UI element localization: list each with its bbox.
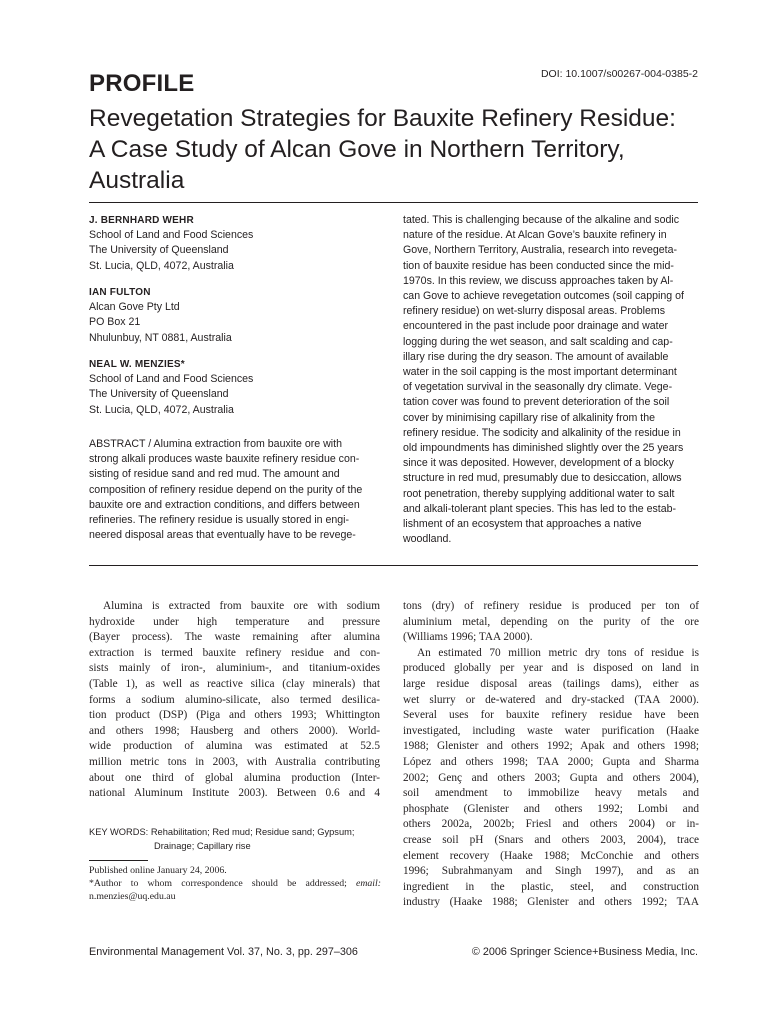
- text-line: aluminium metal, depending on the purity of the ore: [403, 615, 699, 628]
- author-affiliation: [89, 372, 379, 418]
- keywords-label: KEY WORDS:: [89, 827, 149, 837]
- author-name: J. BERNHARD WEHR: [89, 215, 194, 226]
- author-block: [89, 285, 379, 346]
- text-line: ABSTRACT / Alumina extraction from bauxite ore with: [89, 438, 342, 450]
- text-line: produced globally per year and is disposed on land in: [403, 662, 699, 675]
- text-line: industry (Haake 1988; Glenister and others 1992; TAA: [403, 896, 699, 909]
- text-line: and alkali-tolerant plant species. This has led to the estab-: [403, 502, 677, 515]
- text-line: (Bayer process). The waste remaining after alumina: [89, 631, 380, 644]
- text-line: hydroxide under high temperature and pressure: [89, 615, 380, 628]
- title-line: A Case Study of Alcan Gove in Northern Territory,: [89, 136, 625, 163]
- abstract-right: [403, 213, 699, 547]
- footnote-rule: [89, 860, 148, 861]
- text-line: others 2002a, 2002b; Friesl and others 2004) or in-: [403, 818, 699, 831]
- text-line: woodland.: [403, 533, 452, 546]
- email-label: email:: [355, 878, 382, 889]
- text-line: tons (dry) of refinery residue is produced per ton of: [403, 600, 699, 612]
- article-title: [89, 103, 729, 196]
- text-line: root penetration, thereby supplying additional water to salt: [403, 487, 675, 500]
- text-line: tion of bauxite residue has been conducted since the mid-: [403, 259, 674, 272]
- text-line: 1988; Glenister and others 1992; Apak and others 1998;: [403, 740, 699, 753]
- text-line: neered disposal areas that eventually have to be revege-: [89, 529, 356, 542]
- text-line: logging during the wet season, and salt scalding and cap-: [403, 335, 673, 348]
- text-line: nature of the residue. At Alcan Gove’s bauxite refinery in: [403, 229, 667, 242]
- text-line: tated. This is challenging because of the alkaline and sodic: [403, 214, 680, 226]
- text-line: old impoundments has diminished slightly over the 25 years: [403, 442, 684, 455]
- text-line: structure in red mud, presumably due to desiccation, allows: [403, 472, 682, 485]
- text-line: soil amendment to immobilize heavy metals and: [403, 787, 699, 800]
- email-link[interactable]: n.menzies@uq.edu.au: [89, 891, 176, 902]
- text-line: composition of refinery residue depend on the purity of the: [89, 483, 363, 496]
- keywords-line: Drainage; Capillary rise: [154, 841, 251, 851]
- abstract-rule: [89, 565, 698, 566]
- author-affiliation: [89, 228, 379, 274]
- text-line: large residue disposal areas (tailings dams), either as: [403, 677, 699, 690]
- text-line: can Gove to achieve revegetation outcomes (soil capping of: [403, 290, 684, 303]
- top-rule: [89, 202, 698, 203]
- text-line: tation cover was found to prevent deterioration of the soil: [403, 396, 670, 409]
- text-line: bauxite ore and extraction conditions, and differs between: [89, 498, 360, 511]
- text-line: Several uses for bauxite refinery residue have been: [403, 709, 699, 722]
- text-line: sists mainly of iron-, aluminium-, and titanium-oxides: [89, 662, 380, 675]
- text-line: about one third of global alumina production (Inter-: [89, 771, 380, 784]
- body-text-right: [403, 599, 699, 911]
- author-affiliation: [89, 300, 379, 346]
- affiliation-line: St. Lucia, QLD, 4072, Australia: [89, 259, 234, 272]
- text-line: ingredient in the plastic, steel, and construction: [403, 880, 699, 893]
- body-text-left: [89, 599, 380, 802]
- text-line: An estimated 70 million metric dry tons of residue is: [417, 646, 699, 659]
- text-line: (Williams 1996; TAA 2000).: [403, 631, 533, 644]
- affiliation-line: School of Land and Food Sciences: [89, 229, 254, 242]
- affiliation-line: Nhulunbuy, NT 0881, Australia: [89, 331, 232, 344]
- footnote: [89, 864, 381, 903]
- text-line: refinery residue) on wet-slurry disposal areas. Problems: [403, 305, 666, 318]
- text-line: 1996; Subrahmanyam and Singh 1997), and as an: [403, 865, 699, 878]
- text-line: since it was deposited. However, development of a blocky: [403, 457, 674, 470]
- text-line: water in the soil capping is the most important determinant: [403, 366, 677, 379]
- abstract-left: [89, 437, 380, 543]
- text-line: refinery residue. The sodicity and alkalinity of the residue in: [403, 426, 681, 439]
- author-block: [89, 357, 379, 418]
- text-line: forms a sodium alumino-silicate, also termed desilica-: [89, 693, 380, 706]
- title-line: Australia: [89, 167, 185, 194]
- text-line: 1970s. In this review, we discuss approaches taken by Al-: [403, 274, 674, 287]
- author-name: NEAL W. MENZIES*: [89, 359, 185, 370]
- section-label: PROFILE: [89, 70, 195, 97]
- published-date: Published online January 24, 2006.: [89, 865, 227, 876]
- text-line: of vegetation survival in the seasonally dry climate. Vege-: [403, 381, 673, 394]
- affiliation-line: The University of Queensland: [89, 244, 229, 257]
- text-line: encountered in the past include poor drainage and water: [403, 320, 669, 333]
- text-line: (Table 1), as well as reactive silica (clay minerals) that: [89, 677, 380, 690]
- text-line: crease soil pH (Snars and others 2003, 2004), trace: [403, 833, 699, 846]
- text-line: López and others 1998; TAA 2000; Gupta and Sharma: [403, 755, 699, 768]
- author-block: [89, 213, 379, 274]
- text-line: illary rise during the dry season. The amount of available: [403, 350, 669, 363]
- text-line: investigated, including waste water purification (Haake: [403, 724, 699, 737]
- affiliation-line: School of Land and Food Sciences: [89, 373, 254, 386]
- affiliation-line: The University of Queensland: [89, 388, 229, 401]
- text-line: Alumina is extracted from bauxite ore with sodium: [103, 600, 380, 612]
- journal-citation: Environmental Management Vol. 37, No. 3, pp. 297–306: [89, 946, 358, 958]
- keywords: [89, 825, 384, 853]
- text-line: extraction is termed bauxite refinery residue and con-: [89, 646, 380, 659]
- doi-label: DOI: 10.1007/s00267-004-0385-2: [540, 68, 698, 80]
- text-line: refineries. The refinery residue is usually stored in engi-: [89, 514, 350, 527]
- affiliation-line: St. Lucia, QLD, 4072, Australia: [89, 403, 234, 416]
- text-line: 2002; Genç and others 2003; Gupta and others 2004),: [403, 771, 699, 784]
- copyright: © 2006 Springer Science+Business Media, Inc.: [471, 946, 698, 958]
- correspondence-line: [89, 877, 381, 890]
- text-line: strong alkali produces waste bauxite refinery residue con-: [89, 453, 360, 466]
- correspondence-text: *Author to whom correspondence should be addressed;: [89, 878, 347, 889]
- text-line: phosphate (Glenister and others 1992; Lombi and: [403, 802, 699, 815]
- text-line: lishment of an ecosystem that approaches a native: [403, 518, 642, 531]
- text-line: million metric tons in 2003, with Australia contributing: [89, 755, 380, 768]
- text-line: tion product (DSP) (Piga and others 1993; Whittington: [89, 709, 380, 722]
- text-line: and others 1998; Hausberg and others 2000). World-: [89, 724, 380, 737]
- text-line: cover by minimising capillary rise of alkalinity from the: [403, 411, 655, 424]
- text-line: Gove, Northern Territory, Australia, research into revegeta-: [403, 244, 677, 257]
- keywords-line: Rehabilitation; Red mud; Residue sand; Gypsum;: [150, 827, 355, 837]
- text-line: national Aluminum Institute 2003). Between 0.6 and 4: [89, 787, 380, 800]
- affiliation-line: Alcan Gove Pty Ltd: [89, 301, 180, 314]
- text-line: wet slurry or de-watered and dry-stacked (TAA 2000).: [403, 693, 699, 706]
- affiliation-line: PO Box 21: [89, 316, 141, 329]
- author-name: IAN FULTON: [89, 287, 151, 298]
- text-line: wide production of alumina was estimated at 52.5: [89, 740, 380, 753]
- text-line: sisting of residue sand and red mud. The amount and: [89, 468, 340, 481]
- title-line: Revegetation Strategies for Bauxite Refinery Residue:: [89, 105, 676, 132]
- text-line: element recovery (Haake 1988; McConchie and others: [403, 849, 699, 862]
